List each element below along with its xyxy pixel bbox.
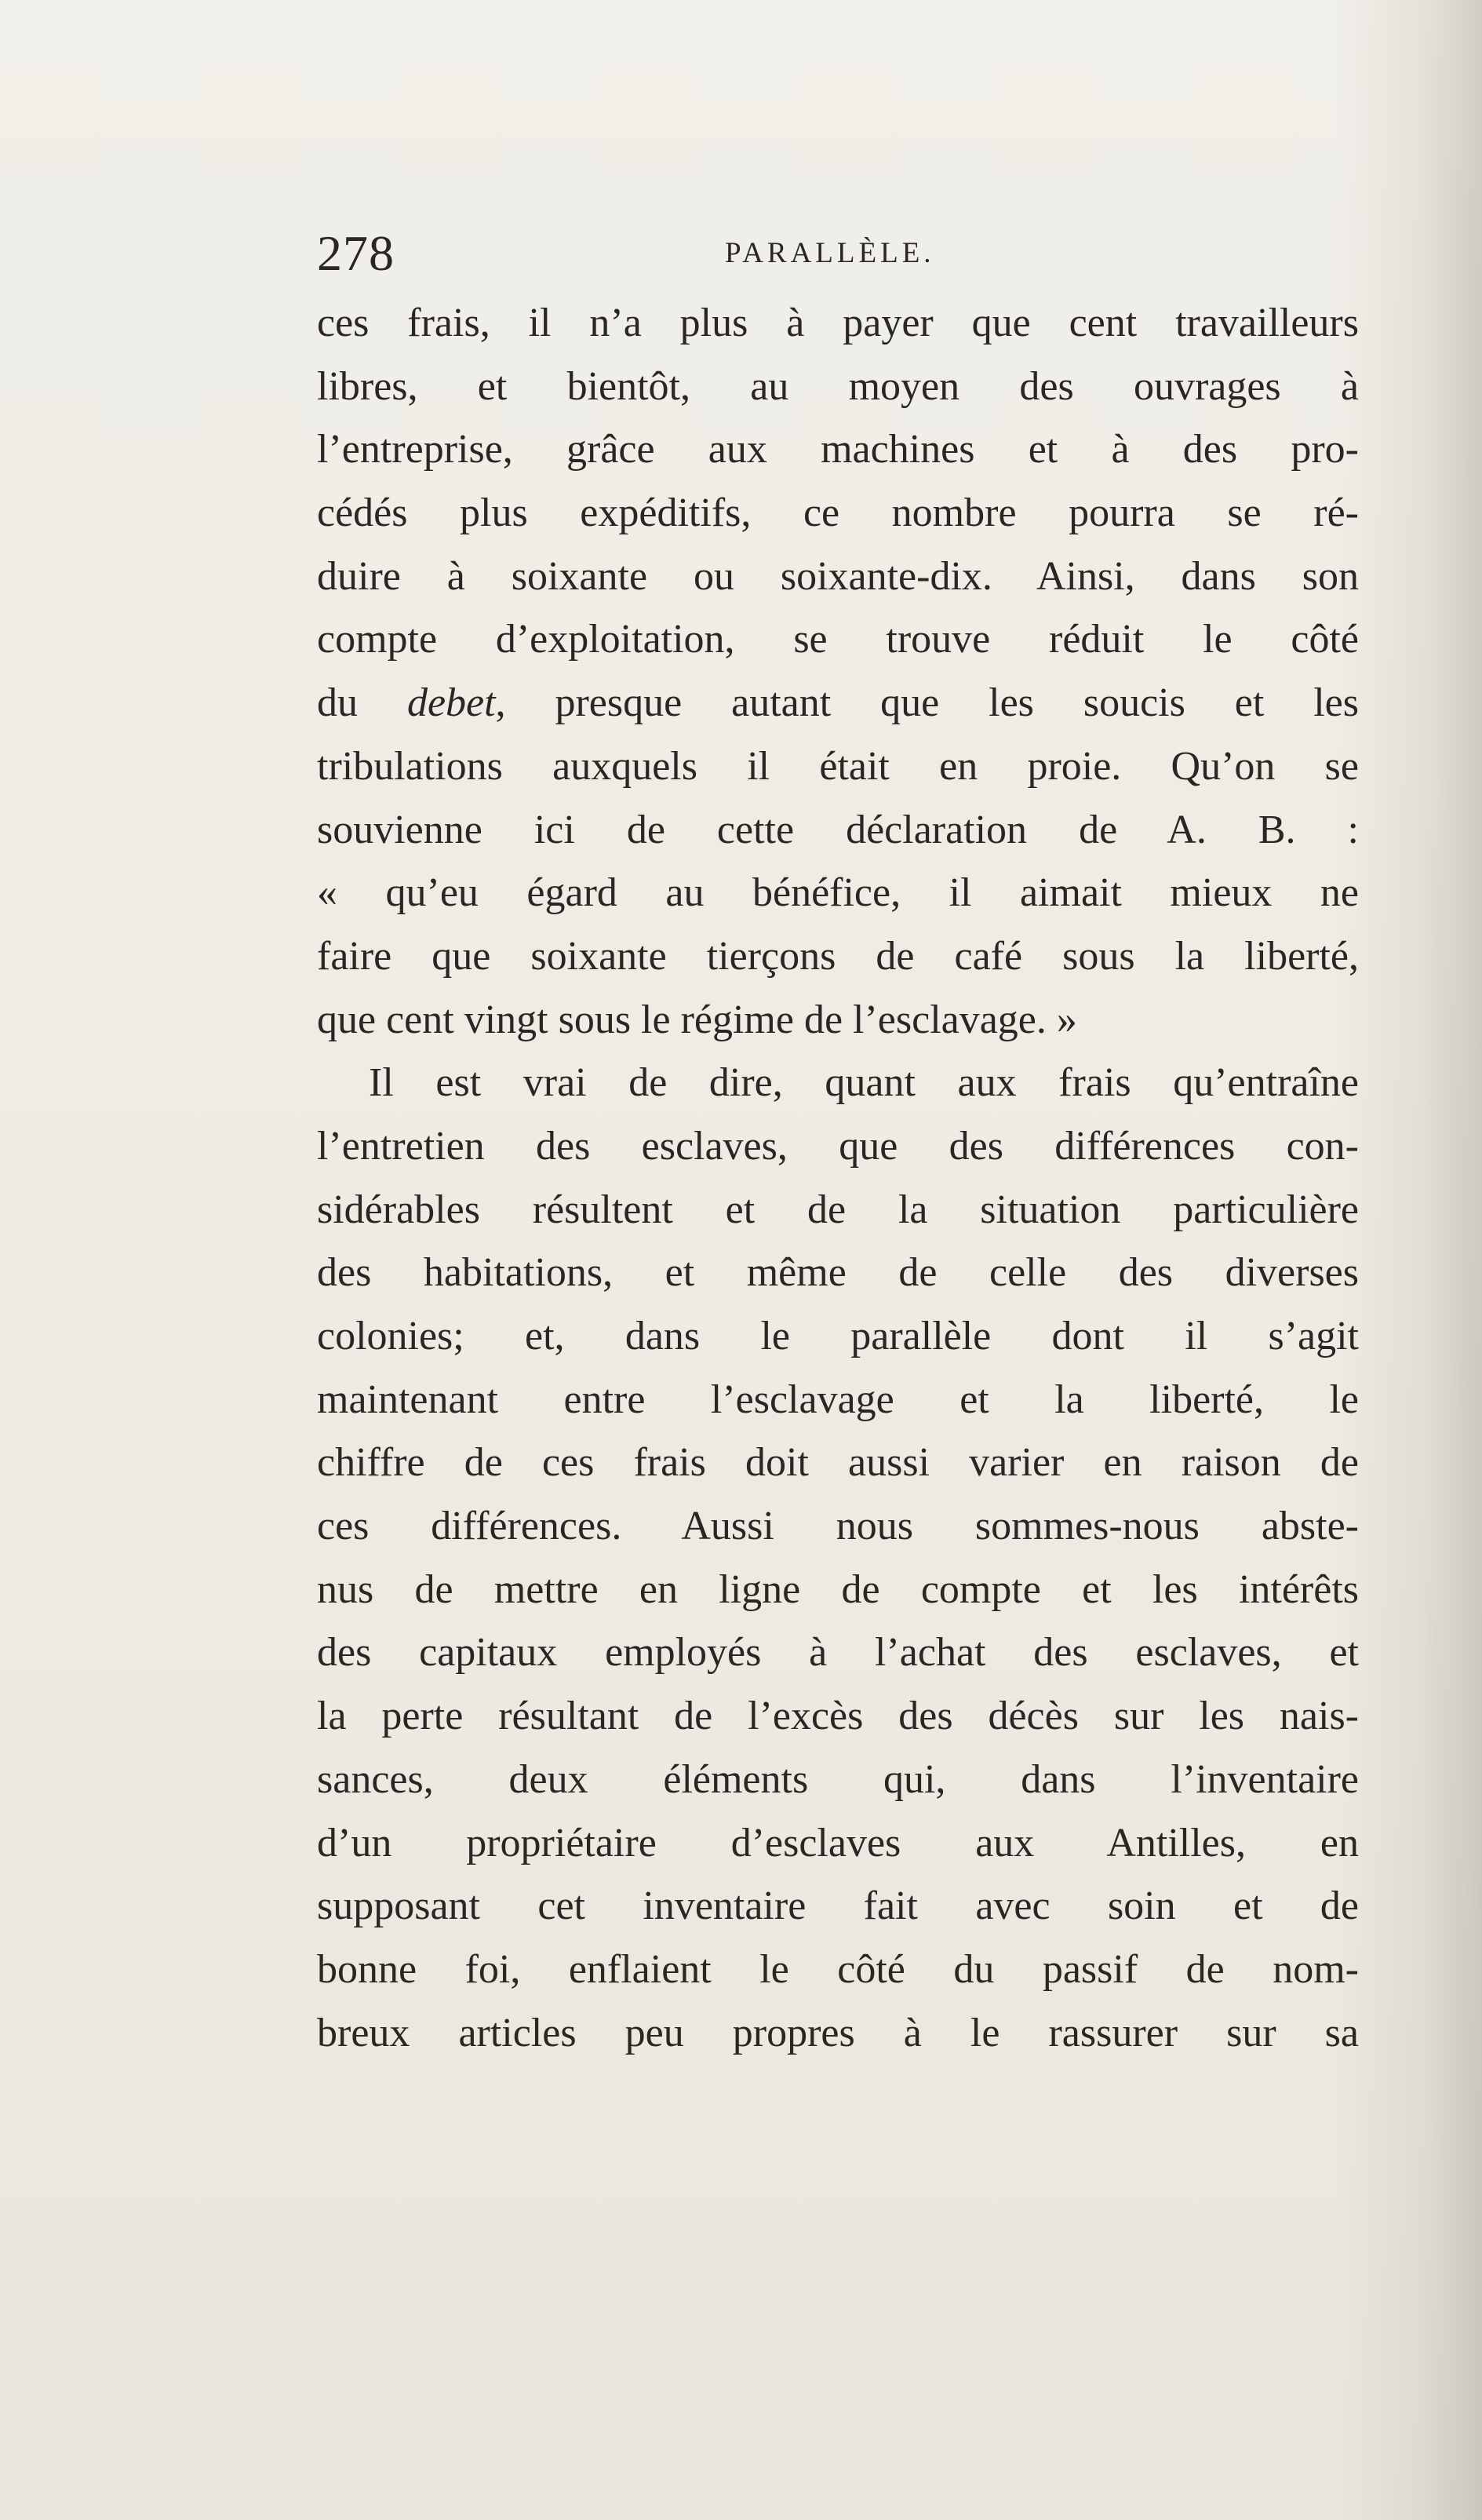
- text-line: bonne foi, enflaient le côté du passif de nom-: [317, 1946, 1359, 1992]
- text-line: l’entreprise, grâce aux machines et à des pro-: [317, 427, 1359, 472]
- text-line: « qu’eu égard au bénéfice, il aimait mieux ne: [317, 870, 1359, 916]
- text-line: des habitations, et même de celle des diverses: [317, 1250, 1359, 1296]
- running-title: PARALLÈLE.: [725, 237, 935, 269]
- paragraph-last-line: que cent vingt sous le régime de l’esclavage. »: [317, 997, 1077, 1042]
- text-line: sances, deux éléments qui, dans l’inventaire: [317, 1756, 1359, 1802]
- text-line: sidérables résultent et de la situation particulière: [317, 1187, 1359, 1232]
- text-line: colonies; et, dans le parallèle dont il s’agit: [317, 1314, 1359, 1358]
- text-line: chiffre de ces frais doit aussi varier en raison de: [317, 1440, 1359, 1486]
- text-line: ces différences. Aussi nous sommes-nous abste-: [317, 1504, 1359, 1549]
- italic-term: debet: [406, 680, 496, 726]
- text-line: souvienne ici de cette déclaration de A. B. :: [317, 807, 1359, 852]
- text-line: supposant cet inventaire fait avec soin et de: [317, 1884, 1359, 1929]
- text-line: tribulations auxquels il était en proie. Qu’on se: [317, 743, 1359, 789]
- text-line: compte d’exploitation, se trouve réduit le côté: [317, 617, 1359, 662]
- text-line: d’un propriétaire d’esclaves aux Antilles, en: [317, 1820, 1359, 1865]
- text-line: des capitaux employés à l’achat des esclaves, et: [317, 1630, 1359, 1676]
- text-line: l’entretien des esclaves, que des différences con-: [317, 1123, 1359, 1169]
- text-line: nus de mettre en ligne de compte et les intérêts: [317, 1566, 1359, 1612]
- page-number: 278: [317, 225, 395, 281]
- text-line: cédés plus expéditifs, ce nombre pourra se ré-: [317, 491, 1359, 536]
- running-head: [317, 218, 1359, 289]
- text-line: libres, et bientôt, au moyen des ouvrages à: [317, 363, 1359, 409]
- text-line: breux articles peu propres à le rassurer sur sa: [317, 2010, 1359, 2055]
- text-line: [317, 672, 1359, 735]
- text-line: maintenant entre l’esclavage et la liberté, le: [317, 1377, 1359, 1422]
- text-line: faire que soixante tierçons de café sous la liberté,: [317, 933, 1359, 979]
- text-segment: , presque autant que les soucis et les: [495, 680, 1359, 726]
- text-line: duire à soixante ou soixante-dix. Ainsi, dans son: [317, 553, 1359, 599]
- text-line: ces frais, il n’a plus à payer que cent travailleurs: [317, 301, 1359, 345]
- text-segment: du: [317, 680, 407, 726]
- text-line: la perte résultant de l’excès des décès sur les nais-: [317, 1694, 1359, 1739]
- paragraph-first-line: Il est vrai de dire, quant aux frais qu’entraîne: [369, 1060, 1359, 1106]
- body-text: [317, 292, 1359, 2065]
